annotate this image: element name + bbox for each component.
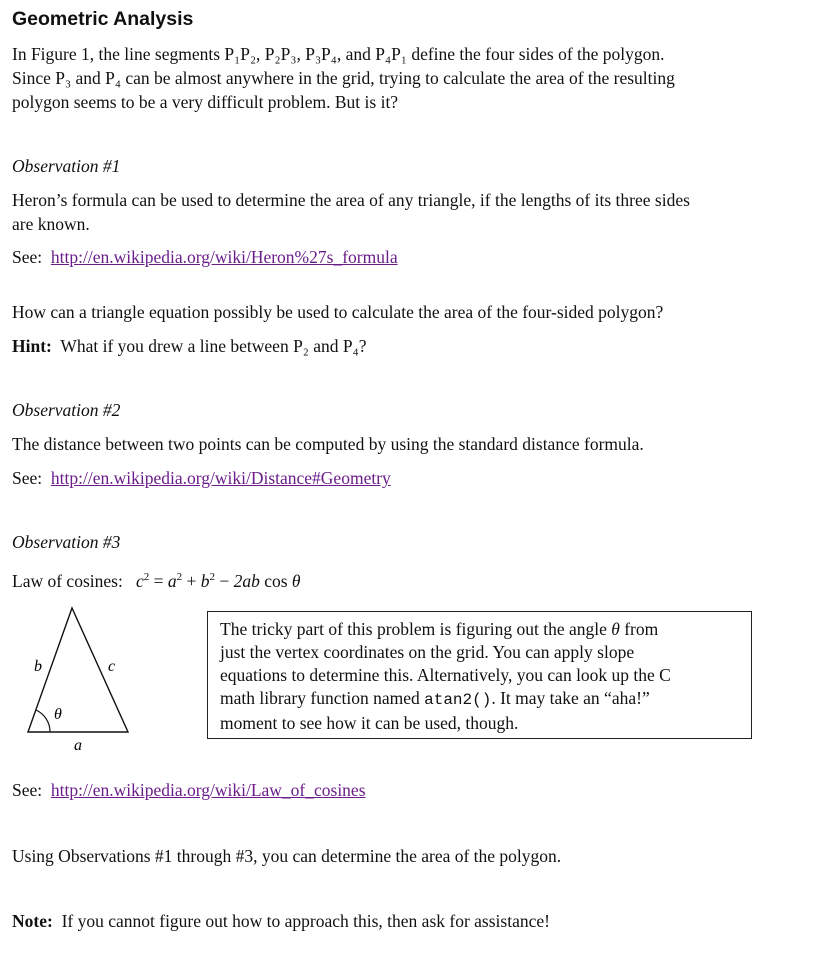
formula-var: c bbox=[135, 570, 144, 591]
formula-func: cos bbox=[264, 570, 288, 591]
callout-text: from bbox=[619, 619, 659, 639]
formula-exp: 2 bbox=[209, 571, 215, 583]
observation-1-line: are known. bbox=[12, 214, 90, 234]
atan2-code: atan2() bbox=[424, 691, 492, 709]
hint-label: Hint: bbox=[12, 336, 52, 356]
observation-1-line: Heron’s formula can be used to determine the area of any triangle, if the lengths of its three sides bbox=[12, 190, 690, 210]
note-label: Note: bbox=[12, 911, 53, 931]
formula-var: b bbox=[200, 570, 210, 591]
formula-var: θ bbox=[291, 570, 301, 591]
theta-label: θ bbox=[54, 706, 62, 723]
intro-line: Since P₃ and P₄ can be almost anywhere in the grid, trying to calculate the area of the resulting bbox=[12, 68, 675, 88]
side-a-label: a bbox=[74, 737, 82, 754]
conclusion-text: Using Observations #1 through #3, you can determine the area of the polygon. bbox=[12, 846, 562, 866]
angle-arc bbox=[36, 710, 50, 732]
observation-3-see bbox=[12, 778, 366, 802]
callout-line bbox=[220, 687, 741, 712]
formula-var: a bbox=[167, 570, 177, 591]
callout-line: just the vertex coordinates on the grid. You can apply slope bbox=[220, 642, 635, 662]
callout-line: equations to determine this. Alternatively, you can look up the C bbox=[220, 665, 671, 685]
triangle-diagram bbox=[20, 606, 140, 756]
intro-line: polygon seems to be a very difficult problem. But is it? bbox=[12, 92, 399, 112]
observation-2-text: The distance between two points can be computed by using the standard distance formula. bbox=[12, 434, 644, 454]
law-of-cosines-link[interactable]: http://en.wikipedia.org/wiki/Law_of_cosines bbox=[50, 780, 366, 800]
formula-op: − bbox=[219, 570, 230, 591]
callout-text: The tricky part of this problem is figuring out the angle bbox=[220, 619, 612, 639]
callout-line bbox=[220, 618, 741, 641]
intro-line: In Figure 1, the line segments P₁P₂, P₂P₃, P₃P₄, and P₄P₁ define the four sides of the polygon. bbox=[12, 44, 665, 64]
law-of-cosines bbox=[12, 565, 301, 593]
callout-line: moment to see how it can be used, though. bbox=[220, 713, 519, 733]
question-text: How can a triangle equation possibly be used to calculate the area of the four-sided polygon? bbox=[12, 302, 664, 322]
callout-text: . It may take an “aha!” bbox=[491, 688, 650, 708]
callout-theta: θ bbox=[611, 619, 620, 639]
heron-formula-link[interactable]: http://en.wikipedia.org/wiki/Heron%27s_formula bbox=[50, 247, 398, 267]
law-label: Law of cosines: bbox=[12, 570, 123, 591]
observation-2-see bbox=[12, 466, 391, 490]
note-text: If you cannot figure out how to approach this, then ask for assistance! bbox=[61, 911, 550, 931]
observation-2-heading: Observation #2 bbox=[12, 400, 121, 420]
formula-exp: 2 bbox=[176, 571, 183, 583]
observation-1-see bbox=[12, 245, 398, 269]
page-title: Geometric Analysis bbox=[12, 8, 194, 30]
callout-text: math library function named bbox=[220, 688, 425, 708]
see-label: See: bbox=[12, 247, 43, 267]
distance-link[interactable]: http://en.wikipedia.org/wiki/Distance#Geometry bbox=[50, 468, 391, 488]
side-c-label: c bbox=[108, 658, 116, 675]
formula-op: = bbox=[153, 570, 164, 591]
observation-1-text bbox=[12, 188, 690, 236]
hint-text: What if you drew a line between P₂ and P₄? bbox=[60, 336, 367, 356]
note bbox=[12, 909, 550, 933]
hint bbox=[12, 334, 367, 358]
observation-3-heading: Observation #3 bbox=[12, 532, 121, 552]
formula-exp: 2 bbox=[143, 571, 150, 583]
intro-paragraph bbox=[12, 42, 675, 114]
callout-box bbox=[207, 611, 752, 739]
observation-1-heading: Observation #1 bbox=[12, 156, 121, 176]
formula-op: + bbox=[186, 570, 197, 591]
see-label: See: bbox=[12, 468, 43, 488]
side-b-label: b bbox=[34, 658, 42, 675]
see-label: See: bbox=[12, 780, 43, 800]
formula-term: 2ab bbox=[233, 570, 260, 591]
